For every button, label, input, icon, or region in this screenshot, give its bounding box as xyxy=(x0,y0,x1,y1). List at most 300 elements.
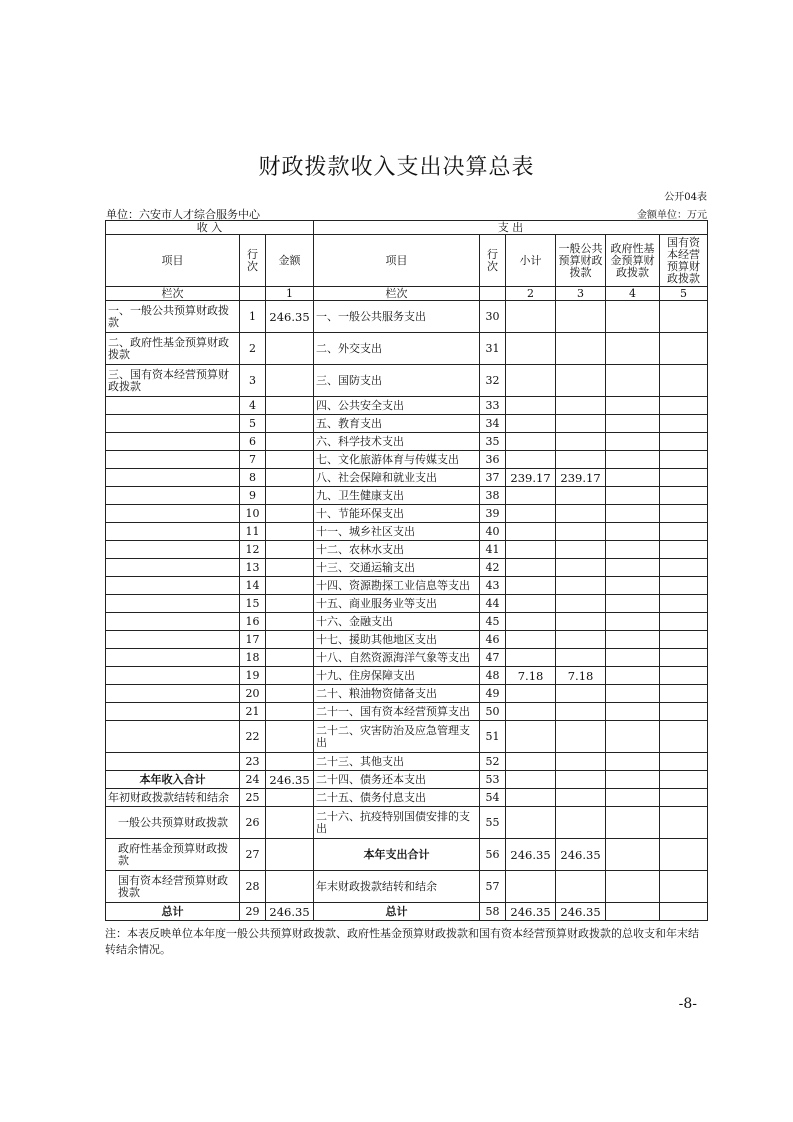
income-amount xyxy=(266,839,314,871)
fund-budget-value xyxy=(606,703,660,721)
income-line: 15 xyxy=(240,595,266,613)
subtotal-value: 7.18 xyxy=(506,667,556,685)
table-row xyxy=(106,721,708,753)
expense-line: 44 xyxy=(480,595,506,613)
subtotal-header: 小计 xyxy=(506,235,556,287)
income-amount: 246.35 xyxy=(266,301,314,333)
income-amount xyxy=(266,721,314,753)
expense-item: 十六、金融支出 xyxy=(314,613,480,631)
general-budget-value xyxy=(556,301,606,333)
expense-line: 49 xyxy=(480,685,506,703)
subtotal-value xyxy=(506,595,556,613)
state-capital-value xyxy=(660,487,708,505)
expense-line: 54 xyxy=(480,789,506,807)
table-row xyxy=(106,301,708,333)
income-line: 17 xyxy=(240,631,266,649)
expense-line: 40 xyxy=(480,523,506,541)
income-line: 25 xyxy=(240,789,266,807)
fund-budget-value xyxy=(606,649,660,667)
general-budget-value xyxy=(556,451,606,469)
general-budget-value xyxy=(556,703,606,721)
expense-item: 二十六、抗疫特别国债安排的支出 xyxy=(314,807,480,839)
expense-item: 二十二、灾害防治及应急管理支出 xyxy=(314,721,480,753)
general-budget-value xyxy=(556,333,606,365)
income-line: 18 xyxy=(240,649,266,667)
income-line: 29 xyxy=(240,903,266,921)
income-item: 总计 xyxy=(106,903,240,921)
income-amount xyxy=(266,703,314,721)
income-line: 11 xyxy=(240,523,266,541)
column-number-row xyxy=(106,287,708,301)
income-item xyxy=(106,631,240,649)
subtotal-value xyxy=(506,365,556,397)
income-line: 1 xyxy=(240,301,266,333)
expense-item: 一、一般公共服务支出 xyxy=(314,301,480,333)
table-row xyxy=(106,487,708,505)
fund-budget-value xyxy=(606,487,660,505)
subtotal-value xyxy=(506,433,556,451)
expense-line: 47 xyxy=(480,649,506,667)
expense-line-header: 行次 xyxy=(480,235,506,287)
expense-line: 43 xyxy=(480,577,506,595)
subtotal-value xyxy=(506,649,556,667)
col-number-3: 3 xyxy=(556,287,606,301)
state-capital-value xyxy=(660,595,708,613)
income-item xyxy=(106,433,240,451)
expense-line: 37 xyxy=(480,469,506,487)
income-line: 19 xyxy=(240,667,266,685)
income-item xyxy=(106,577,240,595)
table-row xyxy=(106,433,708,451)
income-item xyxy=(106,685,240,703)
income-amount xyxy=(266,365,314,397)
subtotal-value xyxy=(506,301,556,333)
income-amount: 246.35 xyxy=(266,903,314,921)
expense-line: 41 xyxy=(480,541,506,559)
state-capital-value xyxy=(660,333,708,365)
income-item: 本年收入合计 xyxy=(106,771,240,789)
expense-line: 34 xyxy=(480,415,506,433)
form-code: 公开04表 xyxy=(664,192,707,203)
fund-budget-value xyxy=(606,839,660,871)
income-amount xyxy=(266,433,314,451)
subtotal-value xyxy=(506,541,556,559)
expense-item-header: 项目 xyxy=(314,235,480,287)
income-item: 二、政府性基金预算财政拨款 xyxy=(106,333,240,365)
income-amount xyxy=(266,523,314,541)
fund-budget-value xyxy=(606,505,660,523)
income-line: 21 xyxy=(240,703,266,721)
table-row xyxy=(106,871,708,903)
general-budget-value: 239.17 xyxy=(556,469,606,487)
table-row xyxy=(106,505,708,523)
income-amount xyxy=(266,807,314,839)
income-item xyxy=(106,469,240,487)
income-amount xyxy=(266,333,314,365)
header-row-columns xyxy=(106,235,708,287)
fund-budget-value xyxy=(606,771,660,789)
income-item xyxy=(106,541,240,559)
state-capital-value xyxy=(660,433,708,451)
fund-budget-value xyxy=(606,807,660,839)
empty-cell xyxy=(240,287,266,301)
state-capital-value xyxy=(660,839,708,871)
expense-line: 51 xyxy=(480,721,506,753)
subtotal-value xyxy=(506,613,556,631)
subtotal-value xyxy=(506,523,556,541)
expense-item: 本年支出合计 xyxy=(314,839,480,871)
expense-column-label: 栏次 xyxy=(314,287,480,301)
fund-budget-header: 政府性基金预算财政拨款 xyxy=(606,235,660,287)
fund-budget-value xyxy=(606,415,660,433)
income-amount xyxy=(266,541,314,559)
expense-line: 58 xyxy=(480,903,506,921)
expense-item: 九、卫生健康支出 xyxy=(314,487,480,505)
income-line: 2 xyxy=(240,333,266,365)
income-line: 8 xyxy=(240,469,266,487)
income-item: 一般公共预算财政拨款 xyxy=(106,807,240,839)
table-row xyxy=(106,753,708,771)
income-amount xyxy=(266,505,314,523)
fund-budget-value xyxy=(606,685,660,703)
state-capital-value xyxy=(660,753,708,771)
income-amount xyxy=(266,451,314,469)
subtotal-value xyxy=(506,487,556,505)
state-capital-value xyxy=(660,541,708,559)
income-amount-header: 金额 xyxy=(266,235,314,287)
table-row xyxy=(106,451,708,469)
col-number-4: 4 xyxy=(606,287,660,301)
fund-budget-value xyxy=(606,903,660,921)
col-number-1: 1 xyxy=(266,287,314,301)
table-row xyxy=(106,577,708,595)
fund-budget-value xyxy=(606,753,660,771)
expense-item: 十二、农林水支出 xyxy=(314,541,480,559)
income-line: 13 xyxy=(240,559,266,577)
income-item xyxy=(106,415,240,433)
expense-line: 52 xyxy=(480,753,506,771)
subtotal-value xyxy=(506,807,556,839)
fund-budget-value xyxy=(606,433,660,451)
expense-item: 六、科学技术支出 xyxy=(314,433,480,451)
income-line: 7 xyxy=(240,451,266,469)
income-column-label: 栏次 xyxy=(106,287,240,301)
expense-line: 42 xyxy=(480,559,506,577)
table-row xyxy=(106,559,708,577)
fund-budget-value xyxy=(606,577,660,595)
state-capital-value xyxy=(660,559,708,577)
subtotal-value xyxy=(506,397,556,415)
general-budget-value xyxy=(556,365,606,397)
general-budget-value xyxy=(556,807,606,839)
income-line: 23 xyxy=(240,753,266,771)
fund-budget-value xyxy=(606,871,660,903)
expense-item: 十一、城乡社区支出 xyxy=(314,523,480,541)
general-budget-value xyxy=(556,721,606,753)
fund-budget-value xyxy=(606,613,660,631)
table-row xyxy=(106,807,708,839)
general-budget-value xyxy=(556,487,606,505)
expense-item: 十七、援助其他地区支出 xyxy=(314,631,480,649)
table-note: 注：本表反映单位本年度一般公共预算财政拨款、政府性基金预算财政拨款和国有资本经营预算财政拨款的总收支和年末结转结余情况。 xyxy=(105,927,699,956)
page-title: 财政拨款收入支出决算总表 xyxy=(258,155,535,180)
table-row xyxy=(106,789,708,807)
table-row xyxy=(106,333,708,365)
income-amount xyxy=(266,667,314,685)
fund-budget-value xyxy=(606,523,660,541)
income-amount xyxy=(266,753,314,771)
income-line-header: 行次 xyxy=(240,235,266,287)
general-budget-value: 7.18 xyxy=(556,667,606,685)
expense-item: 十三、交通运输支出 xyxy=(314,559,480,577)
income-header: 收 入 xyxy=(106,221,314,235)
col-number-2: 2 xyxy=(506,287,556,301)
table-row xyxy=(106,523,708,541)
expense-line: 35 xyxy=(480,433,506,451)
income-line: 4 xyxy=(240,397,266,415)
general-budget-value xyxy=(556,613,606,631)
general-budget-value xyxy=(556,649,606,667)
income-amount xyxy=(266,685,314,703)
income-item xyxy=(106,523,240,541)
state-capital-value xyxy=(660,451,708,469)
expense-item: 十四、资源勘探工业信息等支出 xyxy=(314,577,480,595)
income-item xyxy=(106,613,240,631)
general-budget-value xyxy=(556,595,606,613)
general-budget-value: 246.35 xyxy=(556,839,606,871)
general-budget-value xyxy=(556,541,606,559)
state-capital-header: 国有资本经营预算财政拨款 xyxy=(660,235,708,287)
fund-budget-value xyxy=(606,333,660,365)
expense-line: 46 xyxy=(480,631,506,649)
expense-line: 32 xyxy=(480,365,506,397)
general-budget-value xyxy=(556,871,606,903)
expense-item: 四、公共安全支出 xyxy=(314,397,480,415)
budget-table xyxy=(105,220,708,921)
expense-line: 55 xyxy=(480,807,506,839)
subtotal-value xyxy=(506,871,556,903)
income-line: 26 xyxy=(240,807,266,839)
fund-budget-value xyxy=(606,559,660,577)
income-amount xyxy=(266,559,314,577)
state-capital-value xyxy=(660,613,708,631)
income-line: 14 xyxy=(240,577,266,595)
table-row xyxy=(106,703,708,721)
income-amount xyxy=(266,649,314,667)
income-item: 政府性基金预算财政拨款 xyxy=(106,839,240,871)
reporting-unit: 单位：六安市人才综合服务中心 xyxy=(106,208,260,221)
expense-item: 十八、自然资源海洋气象等支出 xyxy=(314,649,480,667)
general-budget-header: 一般公共预算财政拨款 xyxy=(556,235,606,287)
table-row xyxy=(106,415,708,433)
fund-budget-value xyxy=(606,365,660,397)
state-capital-value xyxy=(660,703,708,721)
income-line: 10 xyxy=(240,505,266,523)
general-budget-value xyxy=(556,397,606,415)
page-number: -8- xyxy=(678,996,697,1012)
general-budget-value xyxy=(556,505,606,523)
income-item xyxy=(106,649,240,667)
table-row xyxy=(106,771,708,789)
income-line: 24 xyxy=(240,771,266,789)
general-budget-value: 246.35 xyxy=(556,903,606,921)
expense-item: 二、外交支出 xyxy=(314,333,480,365)
subtotal-value xyxy=(506,703,556,721)
expense-item: 七、文化旅游体育与传媒支出 xyxy=(314,451,480,469)
expense-line: 39 xyxy=(480,505,506,523)
income-line: 6 xyxy=(240,433,266,451)
expense-header: 支 出 xyxy=(314,221,708,235)
income-line: 27 xyxy=(240,839,266,871)
income-amount xyxy=(266,397,314,415)
state-capital-value xyxy=(660,415,708,433)
state-capital-value xyxy=(660,685,708,703)
state-capital-value xyxy=(660,721,708,753)
fund-budget-value xyxy=(606,667,660,685)
expense-item: 年末财政拨款结转和结余 xyxy=(314,871,480,903)
subtotal-value xyxy=(506,415,556,433)
table-row xyxy=(106,903,708,921)
table-row xyxy=(106,649,708,667)
income-amount: 246.35 xyxy=(266,771,314,789)
expense-item: 八、社会保障和就业支出 xyxy=(314,469,480,487)
state-capital-value xyxy=(660,523,708,541)
state-capital-value xyxy=(660,631,708,649)
expense-item: 二十五、债务付息支出 xyxy=(314,789,480,807)
expense-item: 二十、粮油物资储备支出 xyxy=(314,685,480,703)
income-line: 16 xyxy=(240,613,266,631)
table-row xyxy=(106,469,708,487)
income-item xyxy=(106,559,240,577)
state-capital-value xyxy=(660,505,708,523)
income-line: 28 xyxy=(240,871,266,903)
state-capital-value xyxy=(660,771,708,789)
subtotal-value xyxy=(506,771,556,789)
income-item xyxy=(106,703,240,721)
expense-item: 二十四、债务还本支出 xyxy=(314,771,480,789)
income-item xyxy=(106,667,240,685)
income-amount xyxy=(266,789,314,807)
state-capital-value xyxy=(660,365,708,397)
subtotal-value: 239.17 xyxy=(506,469,556,487)
fund-budget-value xyxy=(606,789,660,807)
table-row xyxy=(106,667,708,685)
state-capital-value xyxy=(660,469,708,487)
table-row xyxy=(106,839,708,871)
income-amount xyxy=(266,415,314,433)
expense-line: 38 xyxy=(480,487,506,505)
income-item: 一、一般公共预算财政拨款 xyxy=(106,301,240,333)
subtotal-value xyxy=(506,789,556,807)
expense-line: 33 xyxy=(480,397,506,415)
expense-line: 53 xyxy=(480,771,506,789)
income-item: 国有资本经营预算财政拨款 xyxy=(106,871,240,903)
state-capital-value xyxy=(660,807,708,839)
table-row xyxy=(106,613,708,631)
general-budget-value xyxy=(556,415,606,433)
expense-line: 56 xyxy=(480,839,506,871)
income-amount xyxy=(266,631,314,649)
income-line: 9 xyxy=(240,487,266,505)
subtotal-value: 246.35 xyxy=(506,903,556,921)
income-item xyxy=(106,451,240,469)
fund-budget-value xyxy=(606,301,660,333)
state-capital-value xyxy=(660,903,708,921)
expense-item: 三、国防支出 xyxy=(314,365,480,397)
subtotal-value xyxy=(506,333,556,365)
income-item xyxy=(106,397,240,415)
expense-item: 十、节能环保支出 xyxy=(314,505,480,523)
general-budget-value xyxy=(556,433,606,451)
expense-item: 二十三、其他支出 xyxy=(314,753,480,771)
income-item: 三、国有资本经营预算财政拨款 xyxy=(106,365,240,397)
state-capital-value xyxy=(660,871,708,903)
general-budget-value xyxy=(556,523,606,541)
general-budget-value xyxy=(556,753,606,771)
income-line: 3 xyxy=(240,365,266,397)
empty-cell xyxy=(480,287,506,301)
subtotal-value xyxy=(506,577,556,595)
subtotal-value xyxy=(506,721,556,753)
fund-budget-value xyxy=(606,631,660,649)
expense-line: 36 xyxy=(480,451,506,469)
income-line: 20 xyxy=(240,685,266,703)
state-capital-value xyxy=(660,789,708,807)
subtotal-value xyxy=(506,559,556,577)
amount-unit: 金额单位：万元 xyxy=(637,210,707,221)
expense-item: 十五、商业服务业等支出 xyxy=(314,595,480,613)
subtotal-value: 246.35 xyxy=(506,839,556,871)
table-row xyxy=(106,397,708,415)
table-row xyxy=(106,365,708,397)
fund-budget-value xyxy=(606,397,660,415)
state-capital-value xyxy=(660,649,708,667)
subtotal-value xyxy=(506,685,556,703)
income-amount xyxy=(266,613,314,631)
expense-item: 总计 xyxy=(314,903,480,921)
state-capital-value xyxy=(660,301,708,333)
subtotal-value xyxy=(506,753,556,771)
table-row xyxy=(106,685,708,703)
expense-item: 二十一、国有资本经营预算支出 xyxy=(314,703,480,721)
income-item xyxy=(106,721,240,753)
income-item: 年初财政拨款结转和结余 xyxy=(106,789,240,807)
expense-item: 五、教育支出 xyxy=(314,415,480,433)
subtotal-value xyxy=(506,631,556,649)
col-number-5: 5 xyxy=(660,287,708,301)
expense-line: 57 xyxy=(480,871,506,903)
income-amount xyxy=(266,595,314,613)
fund-budget-value xyxy=(606,595,660,613)
income-line: 5 xyxy=(240,415,266,433)
income-item-header: 项目 xyxy=(106,235,240,287)
table-row xyxy=(106,541,708,559)
general-budget-value xyxy=(556,685,606,703)
state-capital-value xyxy=(660,667,708,685)
subtotal-value xyxy=(506,505,556,523)
income-item xyxy=(106,595,240,613)
income-amount xyxy=(266,577,314,595)
income-item xyxy=(106,753,240,771)
income-line: 12 xyxy=(240,541,266,559)
income-amount xyxy=(266,487,314,505)
general-budget-value xyxy=(556,789,606,807)
table-row xyxy=(106,631,708,649)
income-item xyxy=(106,505,240,523)
general-budget-value xyxy=(556,631,606,649)
expense-line: 30 xyxy=(480,301,506,333)
fund-budget-value xyxy=(606,721,660,753)
